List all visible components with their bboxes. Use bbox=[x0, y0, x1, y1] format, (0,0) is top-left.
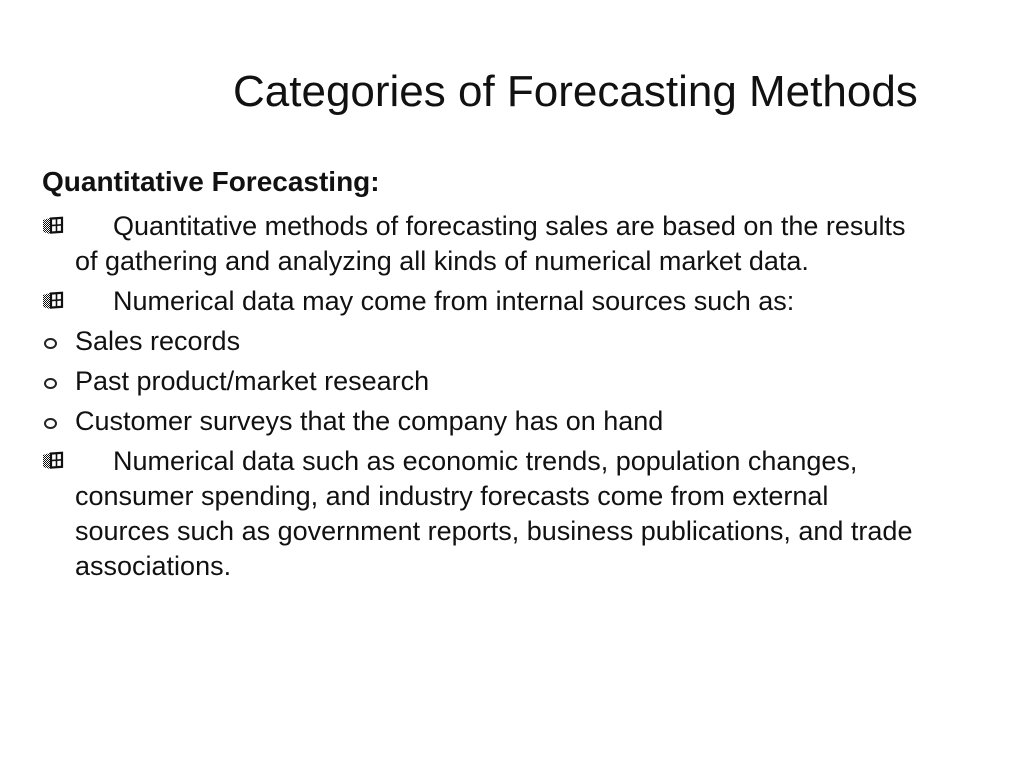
text-line: associations. bbox=[75, 551, 232, 581]
text-line: Numerical data may come from internal sources such as: bbox=[113, 286, 795, 316]
bullet-text bbox=[0, 404, 1024, 439]
section-heading: Quantitative Forecasting: bbox=[42, 166, 380, 197]
text-line: Quantitative methods of forecasting sales are based on the results bbox=[113, 211, 906, 241]
text-line: Sales records bbox=[75, 326, 241, 356]
circle-outline-icon bbox=[44, 418, 57, 429]
windows-flag-icon bbox=[42, 450, 64, 471]
text-line: consumer spending, and industry forecasts come from external bbox=[75, 481, 829, 511]
sub-bullet-item bbox=[0, 404, 1024, 439]
text-line: Past product/market research bbox=[75, 366, 430, 396]
windows-flag-icon bbox=[42, 290, 64, 311]
bullet-text bbox=[0, 364, 1024, 399]
circle-outline-icon bbox=[44, 378, 57, 389]
bullet-text bbox=[0, 324, 1024, 359]
text-line: Numerical data such as economic trends, population changes, bbox=[113, 446, 858, 476]
text-line: sources such as government reports, business publications, and trade bbox=[75, 516, 913, 546]
sub-bullet-item bbox=[0, 324, 1024, 359]
slide-body bbox=[0, 164, 1024, 589]
bullet-text bbox=[0, 284, 1024, 319]
bullet-item bbox=[0, 209, 1024, 279]
slide-title: Categories of Forecasting Methods bbox=[233, 67, 918, 116]
circle-outline-icon bbox=[44, 338, 57, 349]
bullet-text bbox=[0, 444, 1024, 584]
windows-flag-icon bbox=[42, 215, 64, 236]
sub-bullet-item bbox=[0, 364, 1024, 399]
bullet-item bbox=[0, 444, 1024, 584]
text-line: Customer surveys that the company has on hand bbox=[75, 406, 664, 436]
bullet-text bbox=[0, 209, 1024, 279]
bullet-list bbox=[0, 209, 1024, 584]
bullet-item bbox=[0, 284, 1024, 319]
text-line: of gathering and analyzing all kinds of numerical market data. bbox=[75, 246, 809, 276]
